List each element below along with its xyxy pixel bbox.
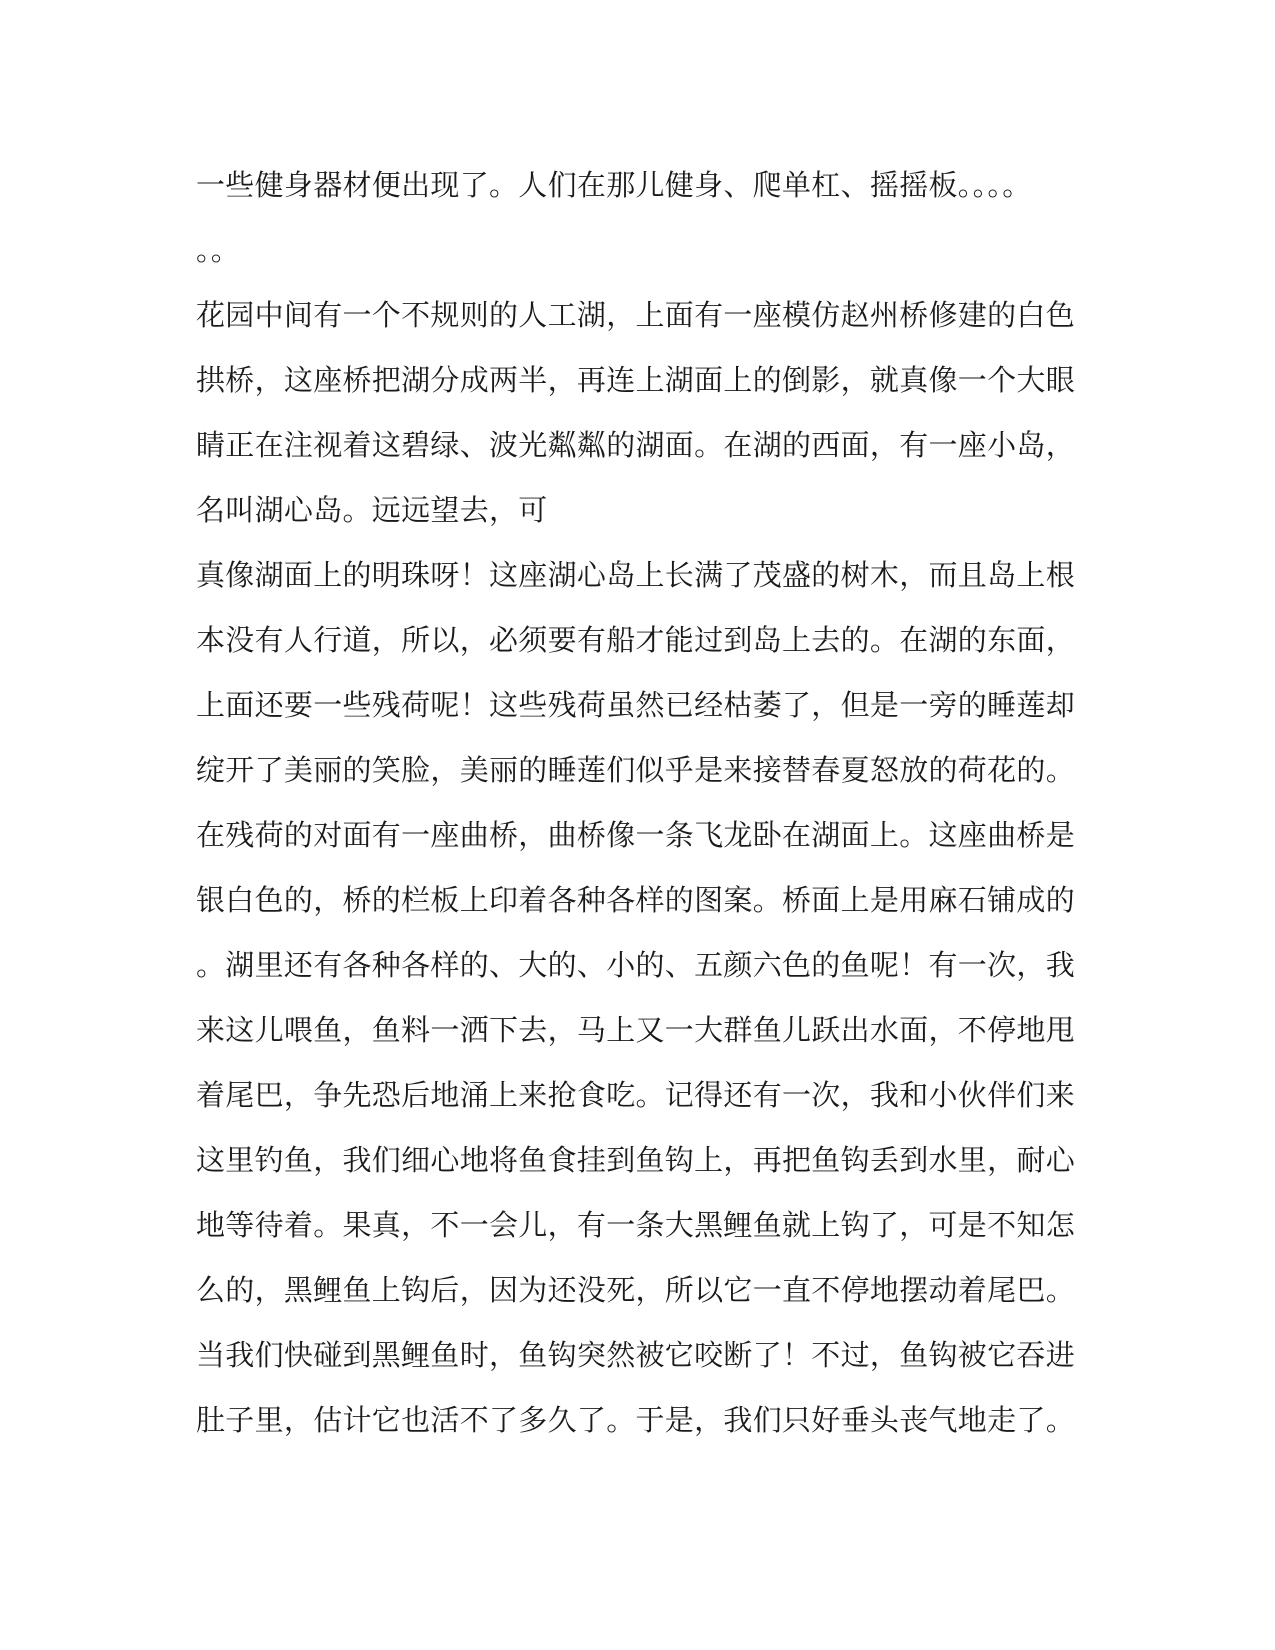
text-line: 地等待着。果真，不一会儿，有一条大黑鲤鱼就上钩了，可是不知怎 xyxy=(196,1208,1076,1242)
text-line: 花园中间有一个不规则的人工湖，上面有一座模仿赵州桥修建的白色 xyxy=(196,298,1076,332)
text-line: 上面还要一些残荷呢！这些残荷虽然已经枯萎了，但是一旁的睡莲却 xyxy=(196,688,1076,722)
text-line: 么的，黑鲤鱼上钩后，因为还没死，所以它一直不停地摆动着尾巴。 xyxy=(196,1273,1076,1307)
text-line: 名叫湖心岛。远远望去，可 xyxy=(196,493,548,527)
text-line: 。湖里还有各种各样的、大的、小的、五颜六色的鱼呢！有一次，我 xyxy=(196,948,1076,982)
text-line: 这里钓鱼，我们细心地将鱼食挂到鱼钩上，再把鱼钩丢到水里，耐心 xyxy=(196,1143,1076,1177)
text-line: 一些健身器材便出现了。人们在那儿健身、爬单杠、摇摇板。。。。 xyxy=(196,168,1032,202)
text-line: 着尾巴，争先恐后地涌上来抢食吃。记得还有一次，我和小伙伴们来 xyxy=(196,1078,1076,1112)
text-line: 真像湖面上的明珠呀！这座湖心岛上长满了茂盛的树木，而且岛上根 xyxy=(196,558,1076,592)
text-line: 在残荷的对面有一座曲桥，曲桥像一条飞龙卧在湖面上。这座曲桥是 xyxy=(196,818,1076,852)
text-line: 肚子里，估计它也活不了多久了。于是，我们只好垂头丧气地走了。 xyxy=(196,1403,1076,1437)
text-line: 。。 xyxy=(196,233,241,267)
text-line: 来这儿喂鱼，鱼料一洒下去，马上又一大群鱼儿跃出水面，不停地甩 xyxy=(196,1013,1076,1047)
text-line: 当我们快碰到黑鲤鱼时，鱼钩突然被它咬断了！不过，鱼钩被它吞进 xyxy=(196,1338,1076,1372)
text-line: 绽开了美丽的笑脸，美丽的睡莲们似乎是来接替春夏怒放的荷花的。 xyxy=(196,753,1076,787)
text-line: 本没有人行道，所以，必须要有船才能过到岛上去的。在湖的东面， xyxy=(196,623,1076,657)
text-line: 银白色的，桥的栏板上印着各种各样的图案。桥面上是用麻石铺成的 xyxy=(196,883,1076,917)
text-line: 拱桥，这座桥把湖分成两半，再连上湖面上的倒影，就真像一个大眼 xyxy=(196,363,1076,397)
text-line: 睛正在注视着这碧绿、波光粼粼的湖面。在湖的西面，有一座小岛， xyxy=(196,428,1076,462)
body-text xyxy=(196,153,1076,1453)
